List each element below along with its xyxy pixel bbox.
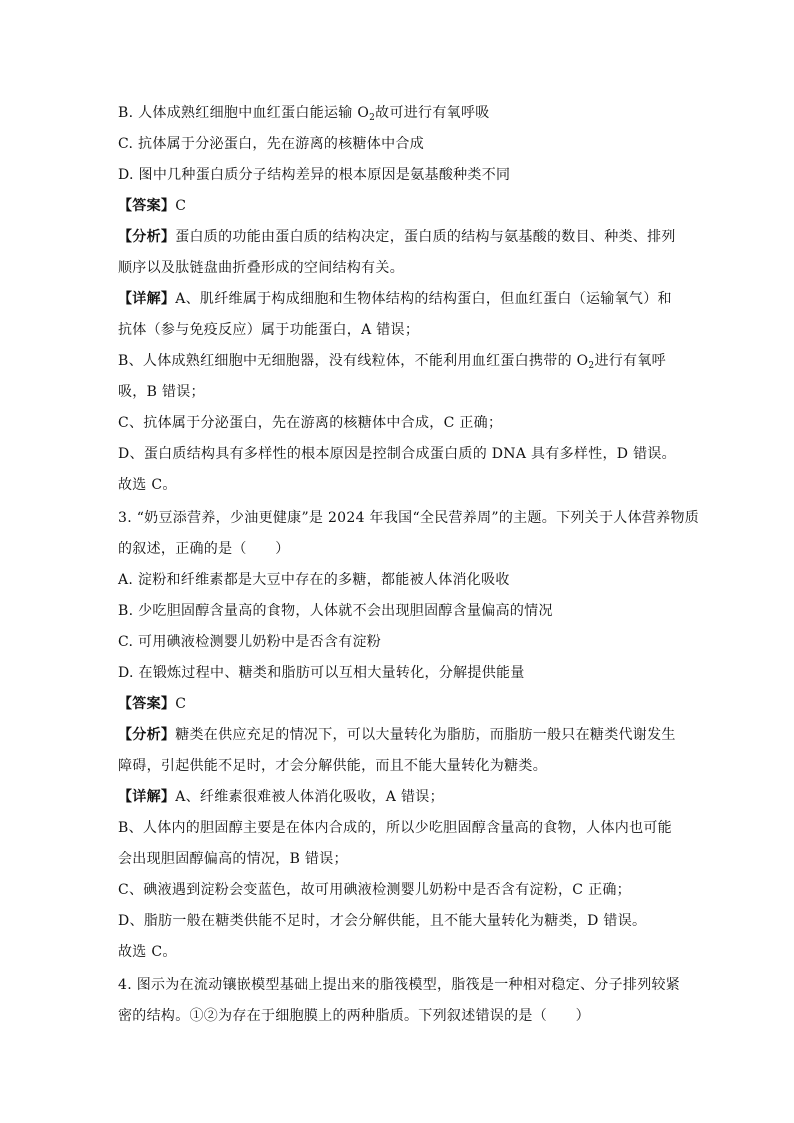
analysis-tag: 【分析】 [118, 229, 176, 245]
q2-detail-line-6: D、蛋白质结构具有多样性的根本原因是控制合成蛋白质的 DNA 具有多样性，D 错误。 [118, 446, 676, 462]
q3-stem-line-1: 3. “奶豆添营养，少油更健康”是 2024 年我国“全民营养周”的主题。下列关于人体营养物质 [118, 510, 700, 526]
q2-option-d: D. 图中几种蛋白质分子结构差异的根本原因是氨基酸种类不同 [118, 167, 511, 183]
analysis-tag: 【分析】 [118, 727, 176, 743]
q3-answer: 【答案】C [118, 696, 187, 712]
q2-detail-line-3: B、人体成熟红细胞中无细胞器，没有线粒体，不能利用血红蛋白携带的 $O_2$进行有氧呼 [118, 353, 666, 371]
q3-analysis-line-2: 障碍，引起供能不足时，才会分解供能，而且不能大量转化为糖类。 [118, 758, 547, 774]
q3-option-a: A. 淀粉和纤维素都是大豆中存在的多糖，都能被人体消化吸收 [118, 572, 510, 588]
q4-stem-line-2: 密的结构。①②为存在于细胞膜上的两种脂质。下列叙述错误的是（ ） [118, 1008, 590, 1024]
q2-detail-line-4: 吸，B 错误； [118, 384, 205, 400]
q3-detail-line-3: 会出现胆固醇偏高的情况，B 错误； [118, 851, 348, 867]
q3-option-d: D. 在锻炼过程中、糖类和脂肪可以互相大量转化，分解提供能量 [118, 665, 525, 681]
q2-detail-line-1: 【详解】A、肌纤维属于构成细胞和生物体结构的结构蛋白，但血红蛋白（运输氧气）和 [118, 291, 672, 307]
detail-tag: 【详解】 [118, 291, 176, 307]
q2-conclusion: 故选 C。 [118, 477, 177, 493]
q3-option-b: B. 少吃胆固醇含量高的食物，人体就不会出现胆固醇含量偏高的情况 [118, 603, 553, 619]
q2-analysis-line-1: 【分析】蛋白质的功能由蛋白质的结构决定，蛋白质的结构与氨基酸的数目、种类、排列 [118, 229, 676, 245]
answer-tag: 【答案】 [118, 198, 176, 214]
q3-analysis-line-1: 【分析】糖类在供应充足的情况下，可以大量转化为脂肪，而脂肪一般只在糖类代谢发生 [118, 727, 676, 743]
detail-tag: 【详解】 [118, 789, 176, 805]
q3-option-c: C. 可用碘液检测婴儿奶粉中是否含有淀粉 [118, 634, 382, 650]
q3-detail-line-5: D、脂肪一般在糖类供能不足时，才会分解供能，且不能大量转化为糖类，D 错误。 [118, 913, 647, 929]
answer-tag: 【答案】 [118, 696, 176, 712]
q3-conclusion: 故选 C。 [118, 944, 177, 960]
q2-analysis-line-2: 顺序以及肽链盘曲折叠形成的空间结构有关。 [118, 260, 404, 276]
q2-answer: 【答案】C [118, 198, 187, 214]
q3-detail-line-2: B、人体内的胆固醇主要是在体内合成的，所以少吃胆固醇含量高的食物，人体内也可能 [118, 820, 672, 836]
q3-detail-line-4: C、碘液遇到淀粉会变蓝色，故可用碘液检测婴儿奶粉中是否含有淀粉，C 正确； [118, 882, 631, 898]
q4-stem-line-1: 4. 图示为在流动镶嵌模型基础上提出来的脂筏模型，脂筏是一种相对稳定、分子排列较紧 [118, 977, 681, 993]
q2-option-b: B. 人体成熟红细胞中血红蛋白能运输 $O_2$故可进行有氧呼吸 [118, 105, 490, 123]
q2-detail-line-5: C、抗体属于分泌蛋白，先在游离的核糖体中合成，C 正确； [118, 415, 503, 431]
q2-detail-line-2: 抗体（参与免疫反应）属于功能蛋白，A 错误； [118, 322, 420, 338]
q2-option-c: C. 抗体属于分泌蛋白，先在游离的核糖体中合成 [118, 136, 425, 152]
q3-detail-line-1: 【详解】A、纤维素很难被人体消化吸收，A 错误； [118, 789, 444, 805]
q3-stem-line-2: 的叙述，正确的是（ ） [118, 541, 290, 557]
